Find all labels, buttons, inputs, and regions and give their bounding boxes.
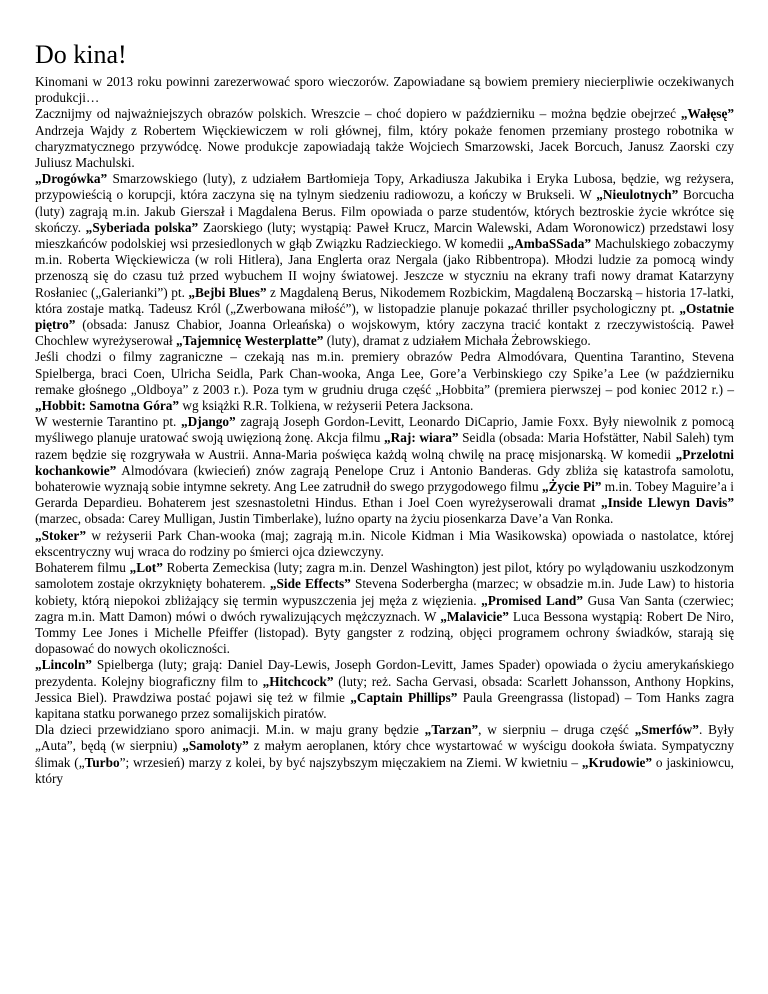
article-paragraph xyxy=(35,722,734,787)
text-run: Dla dzieci przewidziano sporo animacji. M.in. w maju grany będzie xyxy=(35,722,425,738)
film-title: „Przelotni kochankowie” xyxy=(35,446,734,478)
text-run: (marzec, obsada: Carey Mulligan, Justin Timberlake), luźno oparty na życiu piosenkarza Dave’a Van Ronka. xyxy=(35,511,614,527)
film-title: „Stoker” xyxy=(35,527,86,543)
film-title: „Krudowie” xyxy=(581,754,653,770)
article-paragraph xyxy=(35,528,734,560)
text-run: z małym aeroplanen, który chce wystartować w wyścigu dookoła świata. Sympatyczny ślimak („ xyxy=(35,738,734,770)
film-title: „Drogówka” xyxy=(35,171,108,187)
text-run: Smarzowskiego (luty), z udziałem Bartłomieja Topy, Arkadiusza Jakubika i Eryka Lubosa, będzie, wg reżysera, przypowieścią o korupcji, która zaczyna się na tylnym siedzeniu radiowozu, a kończy w Brukseli. W xyxy=(35,171,734,203)
text-run: Spielberga (luty; grają: Daniel Day-Lewis, Joseph Gordon-Levitt, James Spader) opowiada o życiu amerykańskiego prezydenta. Kolejny biograficzny film to xyxy=(35,657,734,689)
film-title: Turbo xyxy=(84,754,120,770)
film-title: „AmbaSSada” xyxy=(507,236,592,252)
film-title: „Inside Llewyn Davis” xyxy=(600,495,735,511)
article-paragraph xyxy=(35,560,734,657)
text-run: m.in. Tobey Maguire’a i Gerarda Depardieu. Bohaterem jest szesnastoletni Hindus. Ethan i Joel Coen wyreżyserowali dramat xyxy=(35,479,734,511)
text-run: Luca Bessona wystąpią: Robert De Niro, Tommy Lee Jones i Michelle Pfeiffer (listopad). Byty gangster z rodziną, objęci programem ochrony świadków, starają się dopasować do nowych okoliczności. xyxy=(35,608,734,657)
article-title: Do kina! xyxy=(35,40,127,69)
film-title: „Side Effects” xyxy=(269,576,351,592)
text-run: Almodóvara (kwiecień) znów zagrają Penelope Cruz i Antonio Banderas. Gdy zbliża się katastrofa samolotu, bohaterowie wyznają sobie intymne sekrety. Ang Lee zatrudnił do swego przygodowego filmu xyxy=(35,462,734,495)
film-title: „Samoloty” xyxy=(182,738,249,754)
film-title: „Hitchcock” xyxy=(262,673,334,689)
document-page xyxy=(35,40,734,787)
film-title: „Smerfów” xyxy=(634,722,699,738)
text-run: (luty; reż. Sacha Gervasi, obsada: Scarlett Johansson, Anthony Hopkins, Jessica Biel). Prawdziwa postać pojawi się też w filmie xyxy=(35,673,734,705)
text-run: zagrają Joseph Gordon-Levitt, Leonardo DiCaprio, Jamie Foxx. Były niewolnik z pomocą myśliwego planuje uratować swoją uwięzioną żonę. Akcja filmu xyxy=(35,414,734,446)
text-run: (obsada: Janusz Chabior, Joanna Orleańska) o wojskowym, który zaczyna tracić kontakt z rzeczywistością. Paweł Chochlew wyreżyserował xyxy=(35,317,734,349)
film-title: „Syberiada polska” xyxy=(85,219,199,235)
text-run: W westernie Tarantino pt. xyxy=(35,414,182,430)
text-run: Stevena Soderbergha (marzec; w obsadzie m.in. Jude Law) to historia kobiety, którą niepokoi zbliżający się termin wypuszczenia jej męża z więzienia. xyxy=(35,576,735,608)
text-run: w reżyserii Park Chan-wooka (maj; zagrają m.in. Nicole Kidman i Mia Wasikowska) opowiada o nastolatce, której ekscentryczny wuj wraca do rodziny po śmierci ojca dziewczyny. xyxy=(35,527,734,559)
text-run: ”; wrzesień) marzy z kolei, by być najszybszym mięczakiem na Ziemi. W kwietniu – xyxy=(119,754,582,770)
text-run: Borcucha (luty) zagrają m.in. Jakub Gierszał i Magdalena Berus. Film opowiada o parze studentów, których beztroskie życie wkrótce się skończy. xyxy=(35,187,734,235)
film-title: „Ostatnie piętro” xyxy=(35,300,734,333)
film-title: „Django” xyxy=(181,414,236,430)
article-paragraph xyxy=(35,657,734,722)
text-run: wg książki R.R. Tolkiena, w reżyserii Petera Jacksona. xyxy=(179,398,474,414)
text-run: Zacznijmy od najważniejszych obrazów polskich. Wreszcie – choć dopiero w październiku – można będzie obejrzeć xyxy=(35,106,681,122)
text-run: Andrzeja Wajdy z Robertem Więckiewiczem w roli głównej, film, który pokaże fenomen przemiany prostego robotnika w charyzmatycznego przywódcę. Nowe produkcje zapowiadają także Wojciech Smarzowski, Jacek Borcuch, Janusz Zaorski czy Juliusz Machulski. xyxy=(35,122,734,171)
film-title: „Życie Pi” xyxy=(541,479,602,495)
article-paragraph xyxy=(35,171,734,349)
text-run: Machulskiego zobaczymy m.in. Roberta Więckiewicza (w roli Hitlera), Jana Englerta oraz Nergala (jako Ribbentropa). Młodzi ludzie za pomocą windy przenoszą się do czasu tuż przed wybuchem II wojny światowej. Jeszcze w styczniu na ekrany trafi nowy dramat Katarzyny Rosłaniec („Galerianki”) pt. xyxy=(35,236,734,300)
text-run: Roberta Zemeckisa (luty; zagra m.in. Denzel Washington) jest pilot, który po wylądowaniu uszkodzonym samolotem zostaje okrzyknięty bohaterem. xyxy=(35,560,734,592)
text-run: Seidla (obsada: Maria Hofstätter, Nabil Saleh) tym razem będzie się rozgrywała w Austrii. Anna-Maria poświęca każdą wolną chwilę na pracę misjonarską. W komedii xyxy=(35,430,734,462)
article-paragraph xyxy=(35,74,734,106)
text-run: . Były „Auta”, będą (w sierpniu) xyxy=(35,722,734,754)
text-run: Bohaterem filmu xyxy=(35,560,130,576)
article-paragraph xyxy=(35,106,734,171)
film-title: „Tarzan” xyxy=(424,722,479,738)
text-run: Jeśli chodzi o filmy zagraniczne – czekają nas m.in. premiery obrazów Pedra Almodóvara, Quentina Tarantino, Stevena Spielberga, braci Coen, Ulricha Seidla, Park Chan-wooka, Anga Lee, Gore’a Verbinskiego czy Spike’a Lee (w październiku remake głośnego „Oldboya” z 2003 r.). Poza tym w grudniu druga część „Hobbita” (premiera pierwszej – pod koniec 2012 r.) – xyxy=(35,349,734,397)
film-title: „Promised Land” xyxy=(481,592,583,608)
text-run: , w sierpniu – druga część xyxy=(478,722,635,738)
film-title: „Raj: wiara” xyxy=(384,430,459,446)
text-run: z Magdaleną Berus, Nikodemem Rozbickim, Magdaleną Boczarską – historia 17-latki, która zostaje matką. Tadeusz Król („Zwerbowana miłość”), w listopadzie planuje pokazać thriller psychologiczny pt. xyxy=(35,284,735,316)
film-title: „Tajemnicę Westerplatte” xyxy=(176,333,324,349)
text-run: o jaskiniowcu, który xyxy=(35,754,734,786)
film-title: „Bejbi Blues” xyxy=(188,284,267,300)
text-run: Kinomani w 2013 roku powinni zarezerwować sporo wieczorów. Zapowiadane są bowiem premiery niecierpliwie oczekiwanych produkcji… xyxy=(35,74,734,106)
article-body xyxy=(35,74,734,787)
film-title: „Malavicie” xyxy=(440,608,509,624)
film-title: „Wałęsę” xyxy=(680,106,734,122)
text-run: Zaorskiego (luty; wystąpią: Paweł Krucz, Marcin Walewski, Adam Woronowicz) przedstawi losy mieszkańców podolskiej wsi przesiedlonych w głąb Związku Radzieckiego. W komedii xyxy=(35,219,734,252)
film-title: „Nieulotnych” xyxy=(596,187,679,203)
text-run: (luty), dramat z udziałem Michała Żebrowskiego. xyxy=(323,333,591,349)
film-title: „Lot” xyxy=(129,560,163,576)
text-run: Gusa Van Santa (czerwiec; zagra m.in. Matt Damon) mówi o dwóch rywalizujących mężczyznach. W xyxy=(35,592,734,624)
film-title: „Captain Phillips” xyxy=(350,689,458,705)
film-title: „Lincoln” xyxy=(35,657,92,673)
article-paragraph xyxy=(35,414,734,527)
article-paragraph xyxy=(35,349,734,414)
text-run: Paula Greengrassa (listopad) – Tom Hanks zagra kapitana statku porwanego przez somalijskich piratów. xyxy=(35,689,734,721)
film-title: „Hobbit: Samotna Góra” xyxy=(35,398,180,414)
